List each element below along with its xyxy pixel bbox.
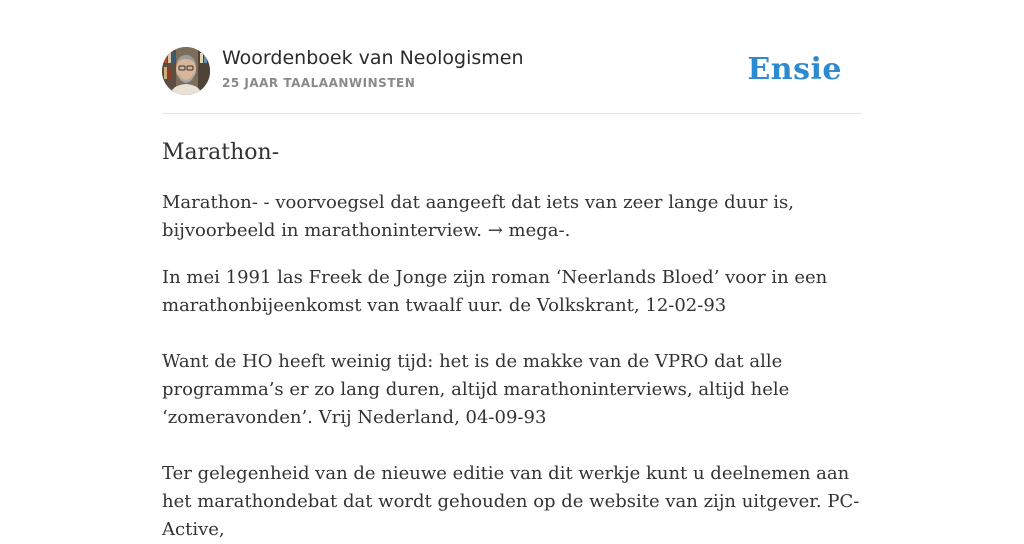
blog-identity — [222, 46, 524, 91]
blog-name-link[interactable]: Woordenboek van Neologismen — [222, 47, 524, 69]
blog-tagline: 25 JAAR TAALAANWINSTEN — [222, 76, 416, 90]
post-content — [162, 136, 867, 544]
header-divider — [162, 113, 862, 114]
site-header — [162, 46, 862, 98]
citation-quote: Ter gelegenheid van de nieuwe editie van dit werkje kunt u deelnemen aan het marathondebat dat wordt gehouden op de website van zijn uitgever. PC-Active, — [162, 463, 860, 540]
citation-quote: Want de HO heeft weinig tijd: het is de makke van de VPRO dat alle programma’s er zo lang duren, altijd marathoninterviews, altijd hele ‘zomeravonden’. Vrij Nederland, 04-09-93 — [162, 351, 790, 428]
author-avatar[interactable] — [162, 47, 210, 95]
page-title: Marathon- — [162, 140, 280, 165]
ensie-logo-link[interactable]: Ensie — [747, 52, 842, 87]
definition-text: Marathon- - voorvoegsel dat aangeeft dat iets van zeer lange duur is, bijvoorbeeld in marathoninterview. → mega-. — [162, 192, 794, 241]
citation-quote: In mei 1991 las Freek de Jonge zijn roman ‘Neerlands Bloed’ voor in een marathonbijeenkomst van twaalf uur. de Volkskrant, 12-02-93 — [162, 267, 828, 316]
author-portrait-icon — [162, 47, 210, 95]
